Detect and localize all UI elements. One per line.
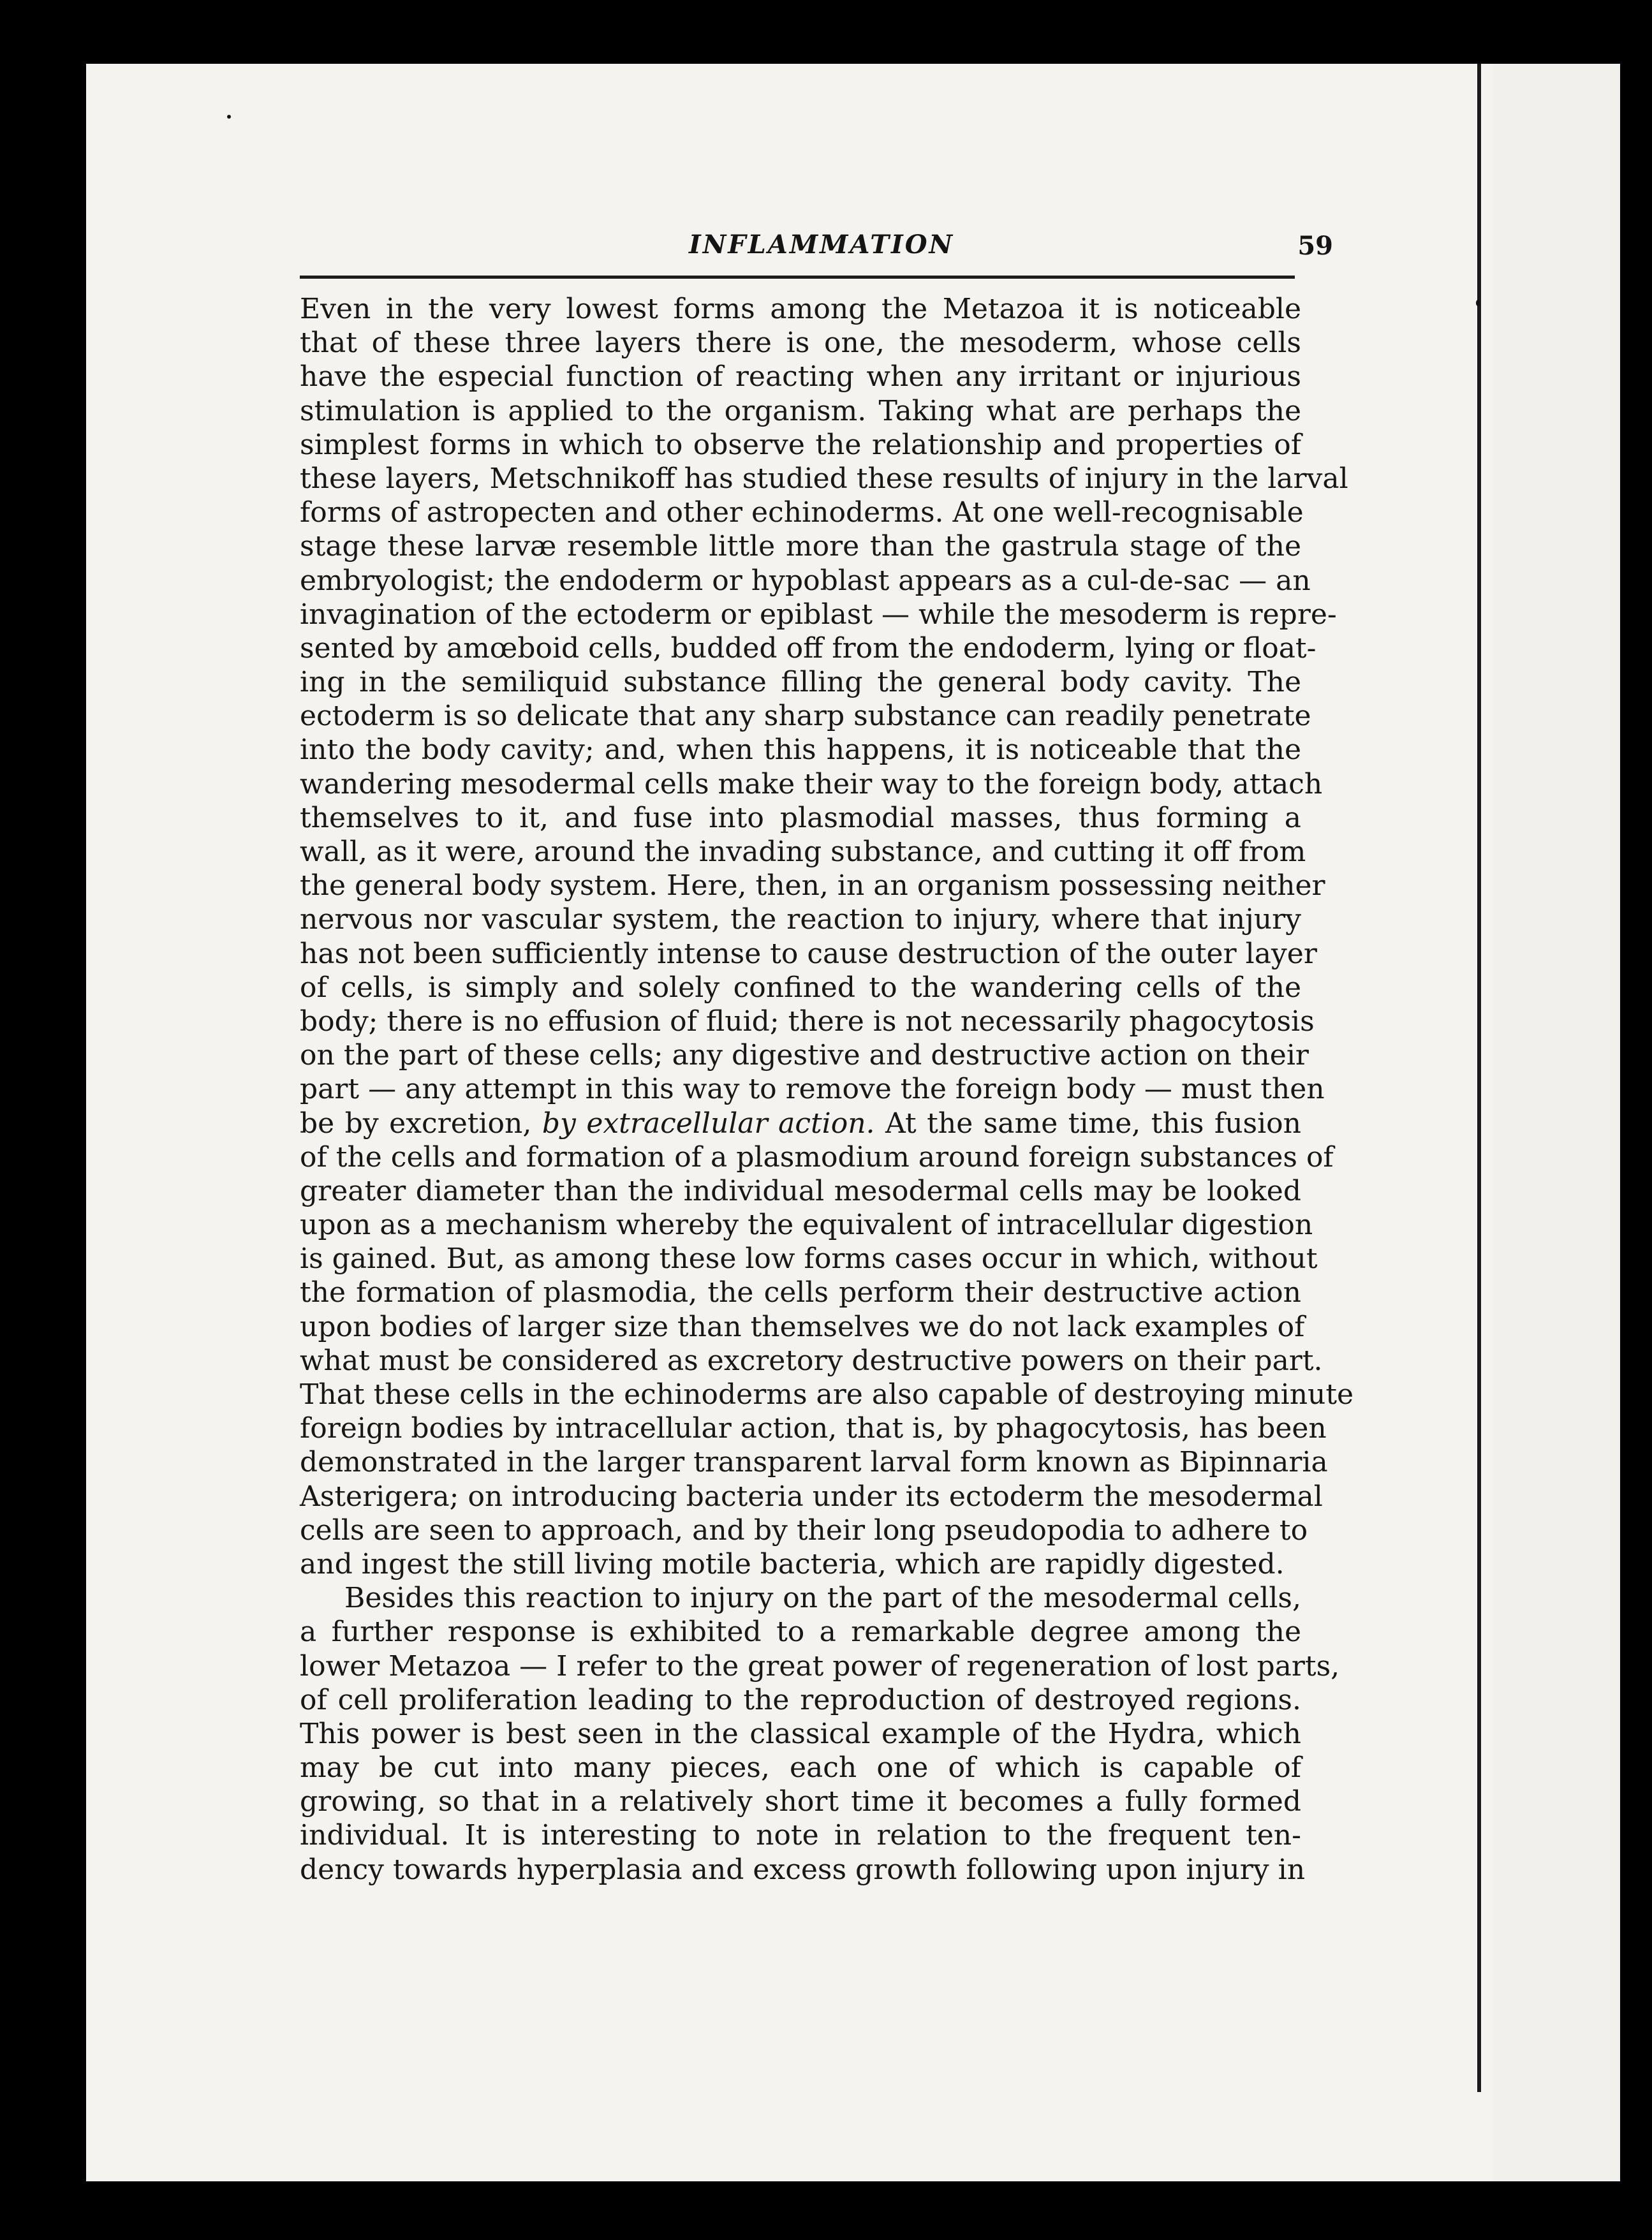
text-line: That these cells in the echinoderms are also capable of destroying minute	[300, 1378, 1354, 1411]
text-line: is gained. But, as among these low forms cases occur in which, without	[300, 1242, 1318, 1276]
text-line: individual. It is interesting to note in relation to the frequent ten-	[300, 1819, 1301, 1852]
text-line: invagination of the ectoderm or epiblast — while the mesoderm is repre-	[300, 598, 1337, 631]
text-line: body; there is no effusion of fluid; there is not necessarily phagocytosis	[300, 1005, 1315, 1038]
text-line: wandering mesodermal cells make their way to the foreign body, attach	[300, 767, 1323, 800]
scan-speck	[1476, 300, 1480, 306]
text-line: a further response is exhibited to a remarkable degree among the	[300, 1616, 1301, 1649]
text-segment: At the same time, this fusion	[874, 1107, 1302, 1140]
text-line: of cells, is simply and solely confined to the wandering cells of the	[300, 971, 1301, 1004]
text-line: dency towards hyperplasia and excess growth following upon injury in	[300, 1853, 1306, 1886]
adjacent-page-margin	[1493, 64, 1620, 2181]
paragraph	[300, 1581, 1340, 1887]
text-line: Asterigera; on introducing bacteria under its ectoderm the mesodermal	[300, 1480, 1323, 1513]
text-line: foreign bodies by intracellular action, that is, by phagocytosis, has been	[300, 1412, 1327, 1445]
text-line: Besides this reaction to injury on the part of the mesodermal cells,	[344, 1582, 1301, 1615]
text-line: part — any attempt in this way to remove the foreign body — must then	[300, 1073, 1325, 1106]
text-line: Even in the very lowest forms among the Metazoa it is noticeable	[300, 293, 1301, 325]
text-line: This power is best seen in the classical example of the Hydra, which	[300, 1717, 1301, 1750]
body-text	[300, 292, 1354, 1887]
text-line: the formation of plasmodia, the cells perform their destructive action	[300, 1276, 1301, 1309]
page-number: 59	[1297, 231, 1333, 261]
text-line: nervous nor vascular system, the reaction to injury, where that injury	[300, 903, 1301, 936]
page-header	[300, 230, 1333, 274]
text-line: have the especial function of reacting when any irritant or injurious	[300, 360, 1301, 394]
text-line: forms of astropecten and other echinoderms. At one well-recognisable	[300, 496, 1304, 529]
text-line: these layers, Metschnikoff has studied these results of injury in the larval	[300, 462, 1348, 495]
text-line: demonstrated in the larger transparent larval form known as Bipinnaria	[300, 1446, 1328, 1479]
text-line: themselves to it, and fuse into plasmodial masses, thus forming a	[300, 801, 1301, 834]
text-segment: be by excretion,	[300, 1107, 542, 1140]
text-line: upon as a mechanism whereby the equivalent of intracellular digestion	[300, 1209, 1313, 1242]
text-line: that of these three layers there is one, the mesoderm, whose cells	[300, 327, 1301, 360]
text-line: sented by amœboid cells, budded off from the endoderm, lying or float-	[300, 631, 1316, 665]
text-line: ectoderm is so delicate that any sharp substance can readily penetrate	[300, 700, 1311, 733]
text-line: stage these larvæ resemble little more than the gastrula stage of the	[300, 530, 1301, 563]
text-line: growing, so that in a relatively short time it becomes a fully formed	[300, 1785, 1301, 1818]
running-head: INFLAMMATION	[689, 230, 955, 260]
text-line: into the body cavity; and, when this happens, it is noticeable that the	[300, 733, 1301, 767]
text-line: wall, as it were, around the invading substance, and cutting it off from	[300, 836, 1306, 868]
scan-speck	[227, 115, 231, 119]
text-line: simplest forms in which to observe the relationship and properties of	[300, 428, 1301, 461]
text-line: may be cut into many pieces, each one of which is capable of	[300, 1751, 1301, 1785]
page-edge	[1477, 64, 1481, 2092]
text-line: greater diameter than the individual mesodermal cells may be looked	[300, 1174, 1301, 1207]
text-line	[300, 1107, 1301, 1140]
text-line: embryologist; the endoderm or hypoblast appears as a cul-de-sac — an	[300, 564, 1311, 597]
text-line: on the part of these cells; any digestive and destructive action on their	[300, 1039, 1309, 1072]
text-line: the general body system. Here, then, in an organism possessing neither	[300, 869, 1325, 903]
text-line: stimulation is applied to the organism. Taking what are perhaps the	[300, 394, 1301, 427]
text-line: ing in the semiliquid substance filling the general body cavity. The	[300, 666, 1301, 699]
text-line: lower Metazoa — I refer to the great power of regeneration of lost parts,	[300, 1649, 1340, 1683]
text-line: of the cells and formation of a plasmodium around foreign substances of	[300, 1140, 1334, 1174]
text-line: upon bodies of larger size than themselves we do not lack examples of	[300, 1310, 1305, 1343]
text-line: of cell proliferation leading to the reproduction of destroyed regions.	[300, 1683, 1301, 1716]
text-line: cells are seen to approach, and by their long pseudopodia to adhere to	[300, 1514, 1308, 1547]
italic-phrase: by extracellular action.	[542, 1107, 875, 1140]
text-line: and ingest the still living motile bacteria, which are rapidly digested.	[300, 1547, 1285, 1581]
text-line: has not been sufficiently intense to cause destruction of the outer layer	[300, 937, 1317, 970]
paragraph	[300, 292, 1354, 1581]
text-line: what must be considered as excretory destructive powers on their part.	[300, 1344, 1323, 1377]
header-rule	[300, 276, 1295, 279]
